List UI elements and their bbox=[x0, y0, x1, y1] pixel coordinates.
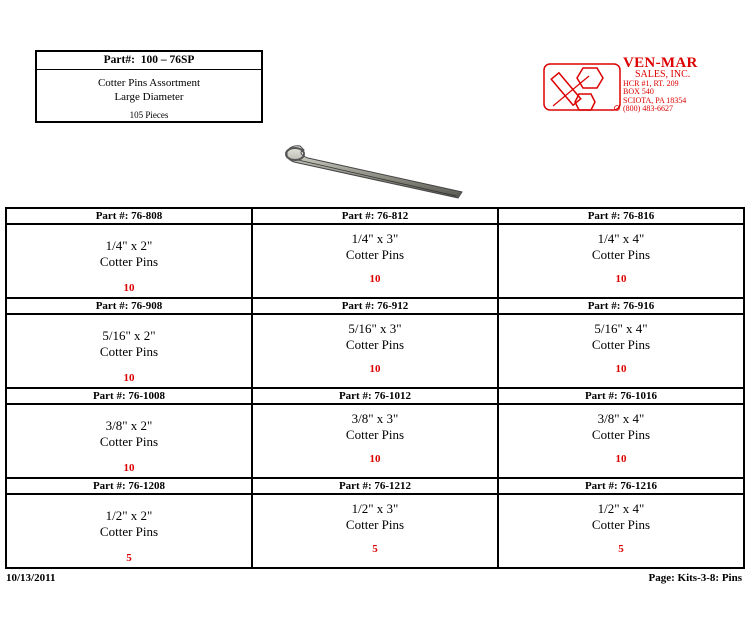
pin-quantity: 10 bbox=[615, 453, 627, 465]
part-detail-row bbox=[6, 314, 744, 388]
part-detail-cell bbox=[498, 224, 744, 298]
part-header-row bbox=[6, 208, 744, 224]
pin-size: 1/4" x 4" bbox=[597, 231, 645, 246]
pin-type: Cotter Pins bbox=[99, 524, 159, 539]
part-number-cell: Part #: 76-1008 bbox=[6, 388, 252, 404]
kit-header-box bbox=[35, 50, 263, 123]
part-detail-cell bbox=[252, 404, 498, 478]
pin-size: 1/2" x 4" bbox=[597, 501, 645, 516]
logo-company: SALES, INC. bbox=[635, 69, 691, 80]
part-detail-cell bbox=[498, 314, 744, 388]
part-number-cell: Part #: 76-1016 bbox=[498, 388, 744, 404]
ven-mar-logo bbox=[543, 55, 743, 113]
kit-description bbox=[37, 76, 261, 104]
logo-phone: (800) 483-6627 bbox=[623, 104, 673, 113]
pin-type: Cotter Pins bbox=[591, 427, 651, 442]
part-number-cell: Part #: 76-1012 bbox=[252, 388, 498, 404]
pin-size: 3/8" x 2" bbox=[105, 418, 153, 433]
pin-type: Cotter Pins bbox=[591, 517, 651, 532]
pin-type: Cotter Pins bbox=[345, 517, 405, 532]
part-number-cell: Part #: 76-812 bbox=[252, 208, 498, 224]
part-detail-cell bbox=[6, 314, 252, 388]
part-detail-cell bbox=[6, 224, 252, 298]
pin-type: Cotter Pins bbox=[591, 337, 651, 352]
pin-quantity: 10 bbox=[615, 363, 627, 375]
part-label: Part#: bbox=[103, 54, 135, 66]
part-number-cell: Part #: 76-1212 bbox=[252, 478, 498, 494]
part-detail-cell bbox=[498, 494, 744, 568]
pin-quantity: 10 bbox=[369, 453, 381, 465]
part-number-cell: Part #: 76-908 bbox=[6, 298, 252, 314]
description-line-2: Large Diameter bbox=[114, 91, 184, 103]
pin-size: 1/2" x 3" bbox=[351, 501, 399, 516]
part-detail-cell bbox=[6, 494, 252, 568]
pin-quantity: 10 bbox=[123, 372, 135, 384]
pin-type: Cotter Pins bbox=[99, 344, 159, 359]
cotter-pin-image bbox=[280, 136, 465, 206]
part-number-value: 100 – 76SP bbox=[140, 54, 195, 66]
pin-size: 1/4" x 3" bbox=[351, 231, 399, 246]
pin-type: Cotter Pins bbox=[99, 434, 159, 449]
pin-size: 3/8" x 4" bbox=[597, 411, 645, 426]
part-detail-cell bbox=[498, 404, 744, 478]
pin-size: 3/8" x 3" bbox=[351, 411, 399, 426]
part-header-row bbox=[6, 478, 744, 494]
part-number-cell: Part #: 76-1208 bbox=[6, 478, 252, 494]
logo-address-3: SCIOTA, PA 18354 bbox=[623, 95, 687, 105]
part-number-cell: Part #: 76-1216 bbox=[498, 478, 744, 494]
kit-part-number bbox=[37, 52, 261, 70]
pin-type: Cotter Pins bbox=[591, 247, 651, 262]
pin-type: Cotter Pins bbox=[345, 427, 405, 442]
part-header-row bbox=[6, 388, 744, 404]
part-detail-cell bbox=[252, 494, 498, 568]
footer-date: 10/13/2011 bbox=[6, 572, 56, 584]
footer-page: Page: Kits-3-8: Pins bbox=[648, 572, 742, 584]
pin-size: 1/4" x 2" bbox=[105, 238, 153, 253]
part-detail-cell bbox=[252, 224, 498, 298]
pin-size: 5/16" x 4" bbox=[594, 321, 648, 336]
part-detail-row bbox=[6, 404, 744, 478]
part-header-row bbox=[6, 298, 744, 314]
logo-address-2: BOX 540 bbox=[623, 87, 654, 96]
pin-quantity: 10 bbox=[615, 273, 627, 285]
parts-table bbox=[5, 207, 745, 569]
description-line-1: Cotter Pins Assortment bbox=[97, 77, 201, 89]
pin-size: 5/16" x 3" bbox=[348, 321, 402, 336]
part-detail-row bbox=[6, 494, 744, 568]
pin-size: 5/16" x 2" bbox=[102, 328, 156, 343]
part-detail-row bbox=[6, 224, 744, 298]
piece-count: 105 Pieces bbox=[129, 110, 169, 120]
pin-quantity: 5 bbox=[372, 543, 378, 555]
pin-type: Cotter Pins bbox=[345, 337, 405, 352]
part-number-cell: Part #: 76-912 bbox=[252, 298, 498, 314]
pin-quantity: 10 bbox=[123, 282, 135, 294]
pin-quantity: 5 bbox=[126, 552, 132, 564]
pin-quantity: 5 bbox=[618, 543, 624, 555]
bolt-nut-logo-icon bbox=[543, 62, 621, 112]
pin-quantity: 10 bbox=[369, 363, 381, 375]
part-number-cell: Part #: 76-916 bbox=[498, 298, 744, 314]
pin-quantity: 10 bbox=[123, 462, 135, 474]
pin-type: Cotter Pins bbox=[99, 254, 159, 269]
part-detail-cell bbox=[252, 314, 498, 388]
pin-size: 1/2" x 2" bbox=[105, 508, 153, 523]
pin-quantity: 10 bbox=[369, 273, 381, 285]
part-detail-cell bbox=[6, 404, 252, 478]
part-number-cell: Part #: 76-808 bbox=[6, 208, 252, 224]
pin-type: Cotter Pins bbox=[345, 247, 405, 262]
logo-brand: VEN-MAR bbox=[623, 55, 698, 71]
logo-address-1: HCR #1, RT. 209 bbox=[623, 78, 679, 88]
part-number-cell: Part #: 76-816 bbox=[498, 208, 744, 224]
